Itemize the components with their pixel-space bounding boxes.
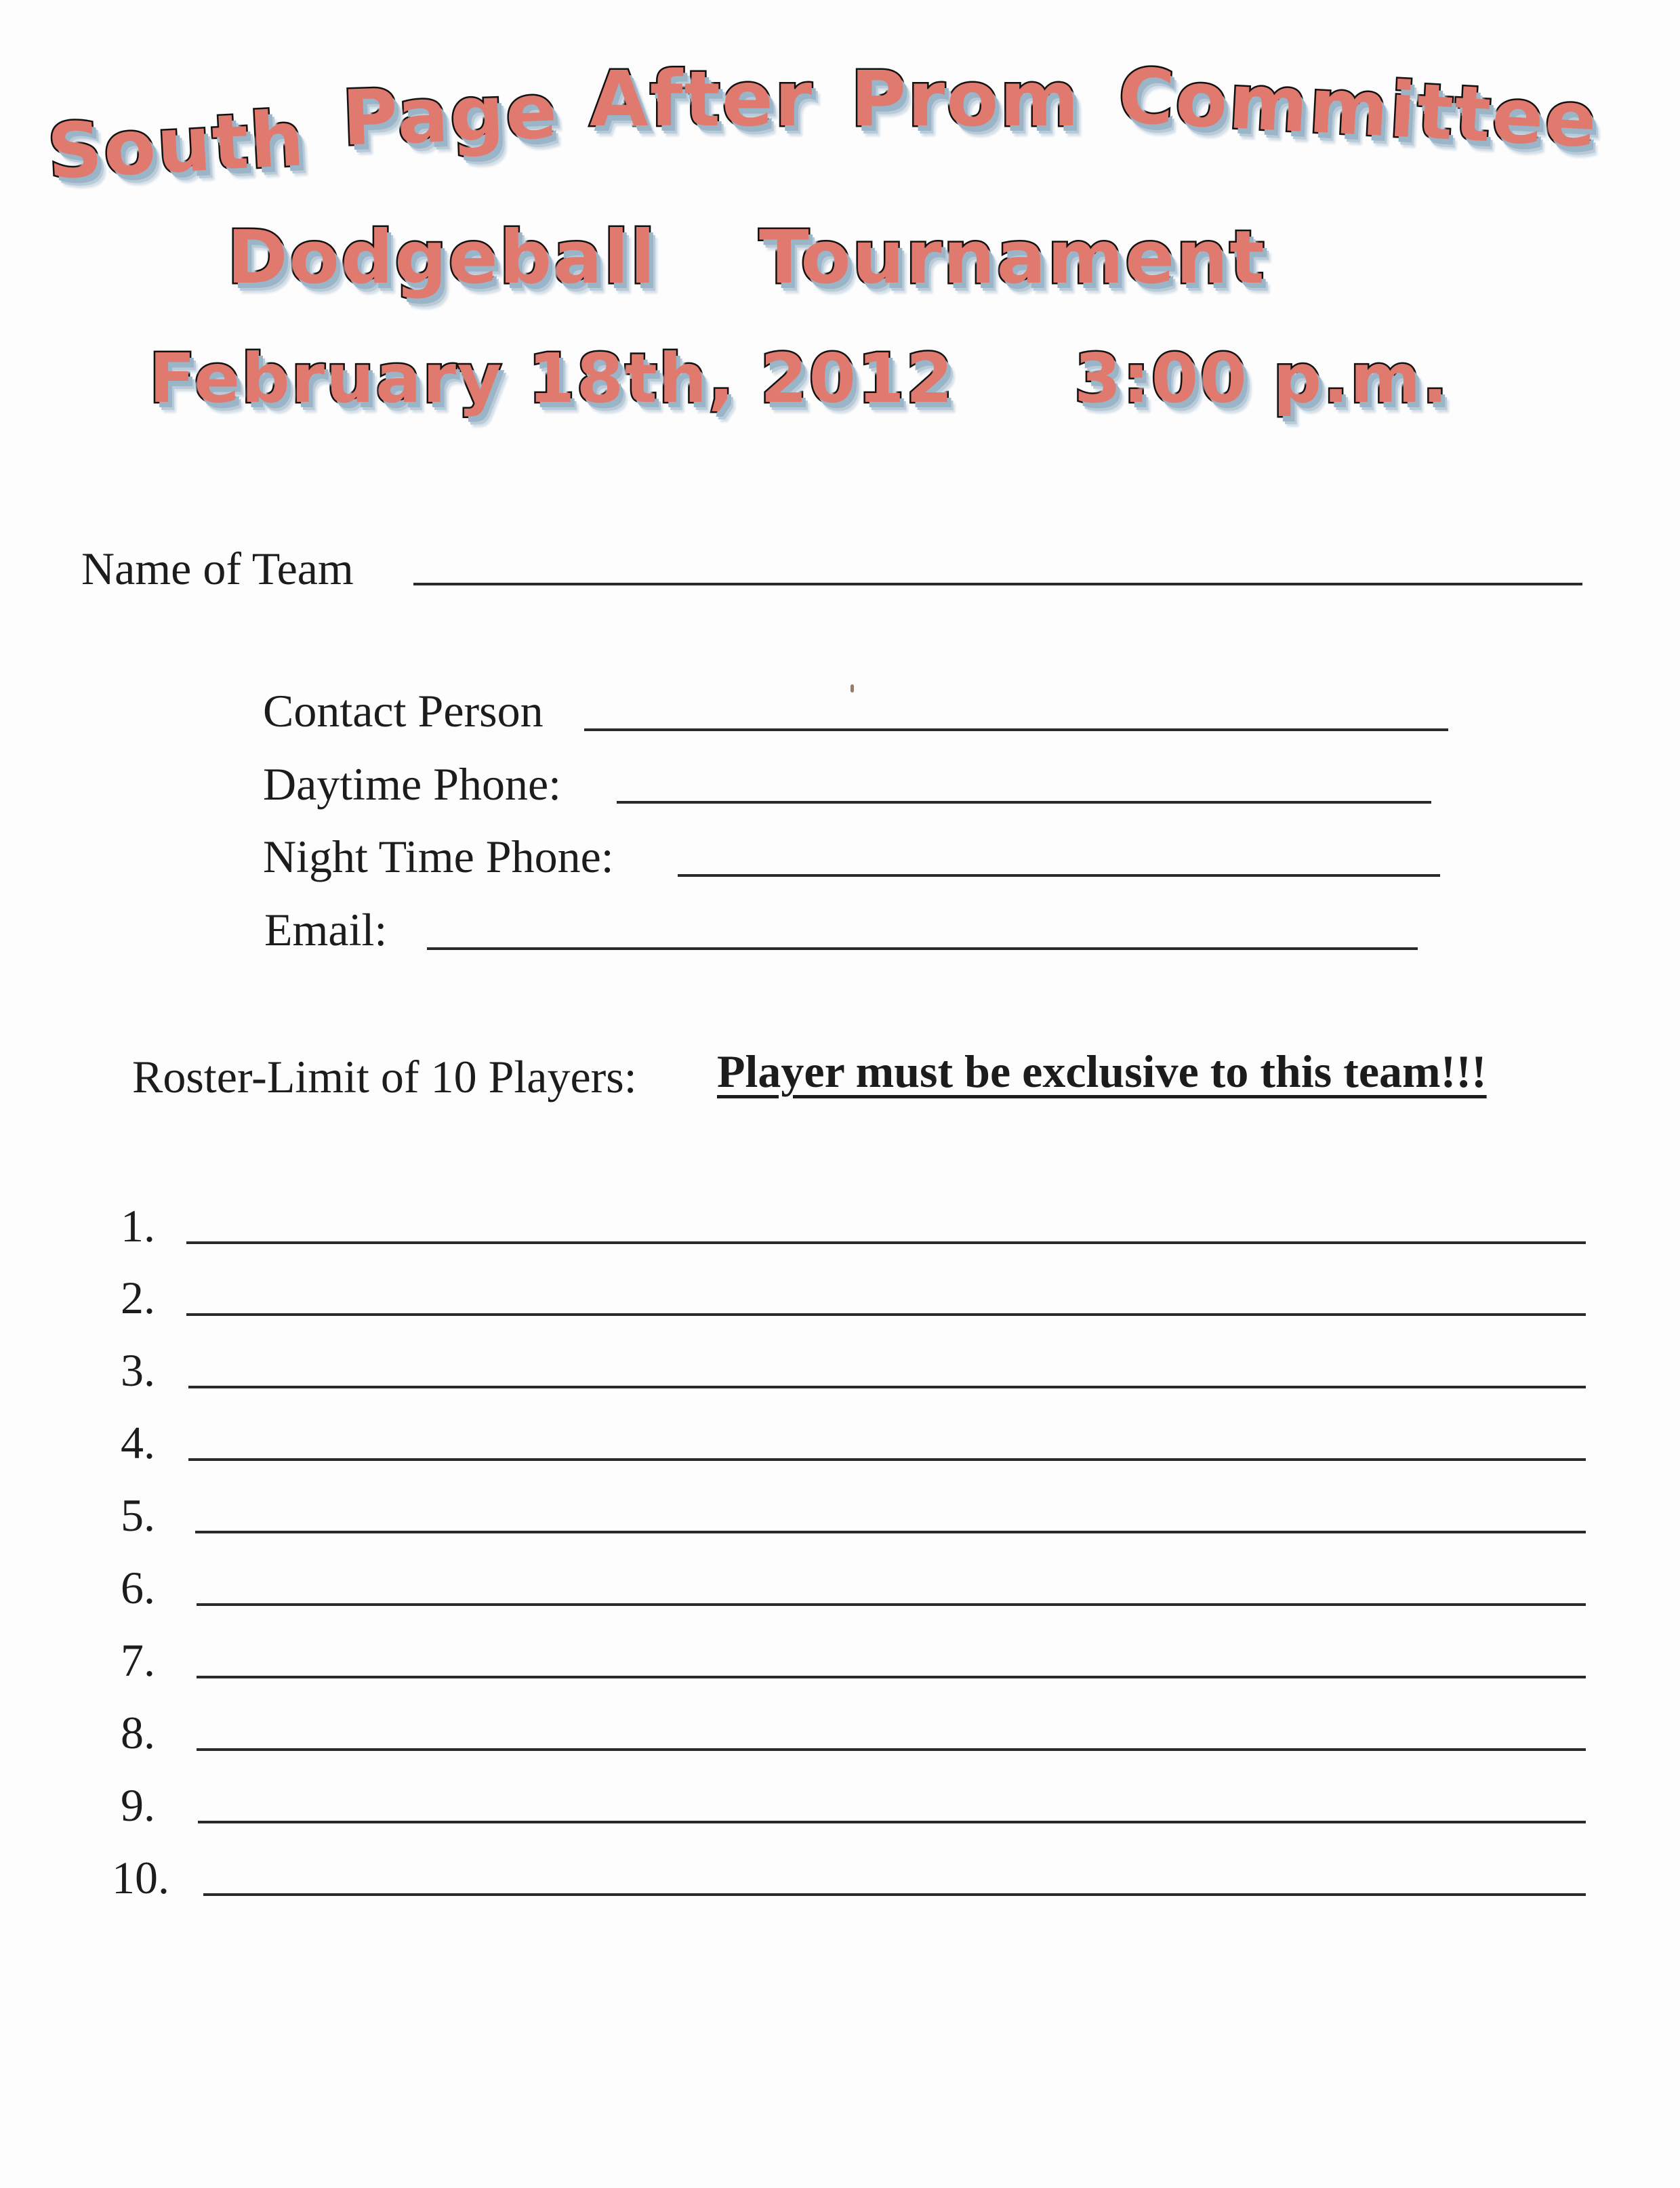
roster-row [0, 1271, 1680, 1339]
event-date: February 18th, 2012 [149, 339, 955, 418]
roster-row [0, 1416, 1680, 1484]
contact-person-label: Contact Person [263, 685, 544, 737]
night-phone-label: Night Time Phone: [263, 831, 614, 882]
roster-number: 4. [121, 1417, 155, 1468]
roster-row [0, 1634, 1680, 1701]
roster-player-field[interactable] [188, 1458, 1586, 1461]
daytime-phone-label: Daytime Phone: [263, 758, 562, 810]
daytime-phone-field[interactable] [617, 801, 1431, 804]
team-name-label: Name of Team [81, 543, 354, 594]
roster-number: 2. [121, 1272, 155, 1323]
roster-row [0, 1561, 1680, 1629]
roster-row [0, 1779, 1680, 1846]
roster-number: 3. [121, 1344, 155, 1396]
roster-number: 7. [121, 1634, 155, 1686]
roster-row [0, 1199, 1680, 1267]
roster-row [0, 1851, 1680, 1919]
email-field[interactable] [427, 947, 1418, 950]
roster-label: Roster-Limit of 10 Players: [132, 1051, 637, 1102]
team-name-field[interactable] [413, 583, 1582, 585]
roster-player-field[interactable] [186, 1241, 1586, 1244]
title-word-prom: Prom [851, 56, 1080, 144]
night-phone-field[interactable] [678, 874, 1440, 877]
roster-player-field[interactable] [198, 1821, 1586, 1823]
event-time: 3:00 p.m. [1074, 339, 1450, 418]
title-word-committee: Committee [1116, 51, 1600, 165]
roster-player-field[interactable] [197, 1603, 1586, 1606]
title-word-page: Page [340, 67, 560, 163]
roster-number: 1. [121, 1200, 155, 1252]
roster-row [0, 1706, 1680, 1774]
title-word-south: South [45, 95, 308, 197]
roster-number: 8. [121, 1707, 155, 1758]
title-word-after: After [590, 56, 814, 144]
roster-exclusive-note: Player must be exclusive to this team!!! [717, 1046, 1487, 1097]
roster-row [0, 1344, 1680, 1411]
roster-player-field[interactable] [188, 1386, 1586, 1388]
roster-number: 10. [112, 1852, 169, 1903]
subtitle-word-dodgeball: Dodgeball [227, 215, 657, 300]
roster-player-field[interactable] [203, 1893, 1586, 1896]
roster-player-field[interactable] [186, 1313, 1586, 1316]
contact-person-field[interactable] [584, 728, 1448, 731]
roster-row [0, 1489, 1680, 1556]
paper-speck [851, 684, 854, 693]
roster-number: 5. [121, 1489, 155, 1541]
roster-player-field[interactable] [195, 1531, 1586, 1533]
subtitle-word-tournament: Tournament [759, 215, 1266, 300]
roster-number: 9. [121, 1779, 155, 1831]
roster-number: 6. [121, 1562, 155, 1613]
roster-player-field[interactable] [197, 1748, 1586, 1751]
roster-player-field[interactable] [197, 1676, 1586, 1678]
email-label: Email: [264, 904, 388, 955]
